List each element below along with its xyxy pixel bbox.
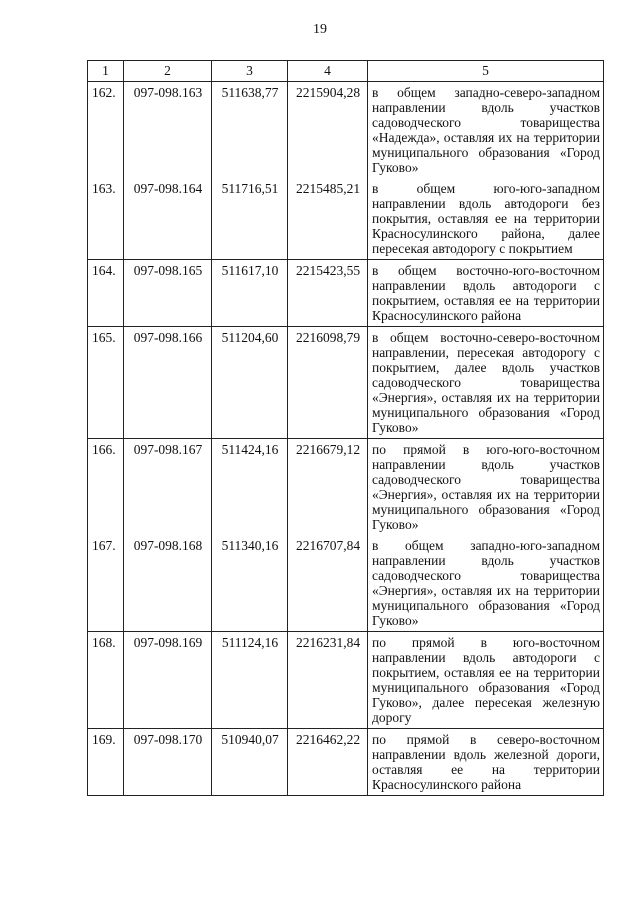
row-number: 162.: [88, 82, 124, 179]
coordinate-x: 511424,16: [212, 439, 288, 536]
point-code: 097-098.163: [124, 82, 212, 179]
coordinate-y: 2215904,28: [288, 82, 368, 179]
page-number: 19: [313, 22, 327, 37]
point-code: 097-098.166: [124, 327, 212, 439]
boundary-description: в общем юго-юго-западном направлении вдоль автодороги без покрытия, оставляя ее на территории Красносулинского района, далее пересекая автодорогу с покрытием: [368, 178, 604, 260]
column-header: 3: [212, 61, 288, 82]
column-header: 5: [368, 61, 604, 82]
boundary-description: по прямой в северо-восточном направлении вдоль железной дороги, оставляя ее на территории Красносулинского района: [368, 729, 604, 796]
coordinate-y: 2216098,79: [288, 327, 368, 439]
row-number: 165.: [88, 327, 124, 439]
coordinate-y: 2216707,84: [288, 535, 368, 632]
table-row: [88, 439, 604, 536]
coordinate-x: 510940,07: [212, 729, 288, 796]
table-row: [88, 327, 604, 439]
coordinate-y: 2216462,22: [288, 729, 368, 796]
coordinate-x: 511340,16: [212, 535, 288, 632]
point-code: 097-098.165: [124, 260, 212, 327]
coordinate-x: 511617,10: [212, 260, 288, 327]
column-header: 2: [124, 61, 212, 82]
column-header: 4: [288, 61, 368, 82]
boundary-table: [87, 60, 604, 796]
table-row: [88, 260, 604, 327]
coordinate-x: 511638,77: [212, 82, 288, 179]
table-header-row: [88, 61, 604, 82]
table-row: [88, 82, 604, 179]
row-number: 163.: [88, 178, 124, 260]
coordinate-y: 2216679,12: [288, 439, 368, 536]
column-header: 1: [88, 61, 124, 82]
boundary-description: в общем восточно-юго-восточном направлении вдоль автодороги с покрытием, оставляя ее на территории Красносулинского района: [368, 260, 604, 327]
point-code: 097-098.164: [124, 178, 212, 260]
coordinate-y: 2215485,21: [288, 178, 368, 260]
table-row: [88, 178, 604, 260]
row-number: 167.: [88, 535, 124, 632]
table-row: [88, 535, 604, 632]
point-code: 097-098.169: [124, 632, 212, 729]
row-number: 164.: [88, 260, 124, 327]
table-row: [88, 632, 604, 729]
coordinate-x: 511204,60: [212, 327, 288, 439]
point-code: 097-098.167: [124, 439, 212, 536]
row-number: 166.: [88, 439, 124, 536]
coordinate-y: 2216231,84: [288, 632, 368, 729]
coordinate-y: 2215423,55: [288, 260, 368, 327]
boundary-description: по прямой в юго-восточном направлении вдоль автодороги с покрытием, оставляя ее на территории муниципального образования «Город Гуково», далее пересекая железную дорогу: [368, 632, 604, 729]
row-number: 169.: [88, 729, 124, 796]
point-code: 097-098.168: [124, 535, 212, 632]
boundary-description: в общем западно-юго-западном направлении вдоль участков садоводческого товарищества «Энергия», оставляя их на территории муниципального образования «Город Гуково»: [368, 535, 604, 632]
boundary-description: в общем восточно-северо-восточном направлении, пересекая автодорогу с покрытием, далее вдоль участков садоводческого товарищества «Энергия», оставляя их на территории муниципального образования «Город Гуково»: [368, 327, 604, 439]
table-row: [88, 729, 604, 796]
boundary-description: по прямой в юго-юго-восточном направлении вдоль участков садоводческого товарищества «Энергия», оставляя их на территории муниципального образования «Город Гуково»: [368, 439, 604, 536]
row-number: 168.: [88, 632, 124, 729]
point-code: 097-098.170: [124, 729, 212, 796]
coordinate-x: 511716,51: [212, 178, 288, 260]
boundary-description: в общем западно-северо-западном направлении вдоль участков садоводческого товарищества «Надежда», оставляя их на территории муниципального образования «Город Гуково»: [368, 82, 604, 179]
coordinate-x: 511124,16: [212, 632, 288, 729]
